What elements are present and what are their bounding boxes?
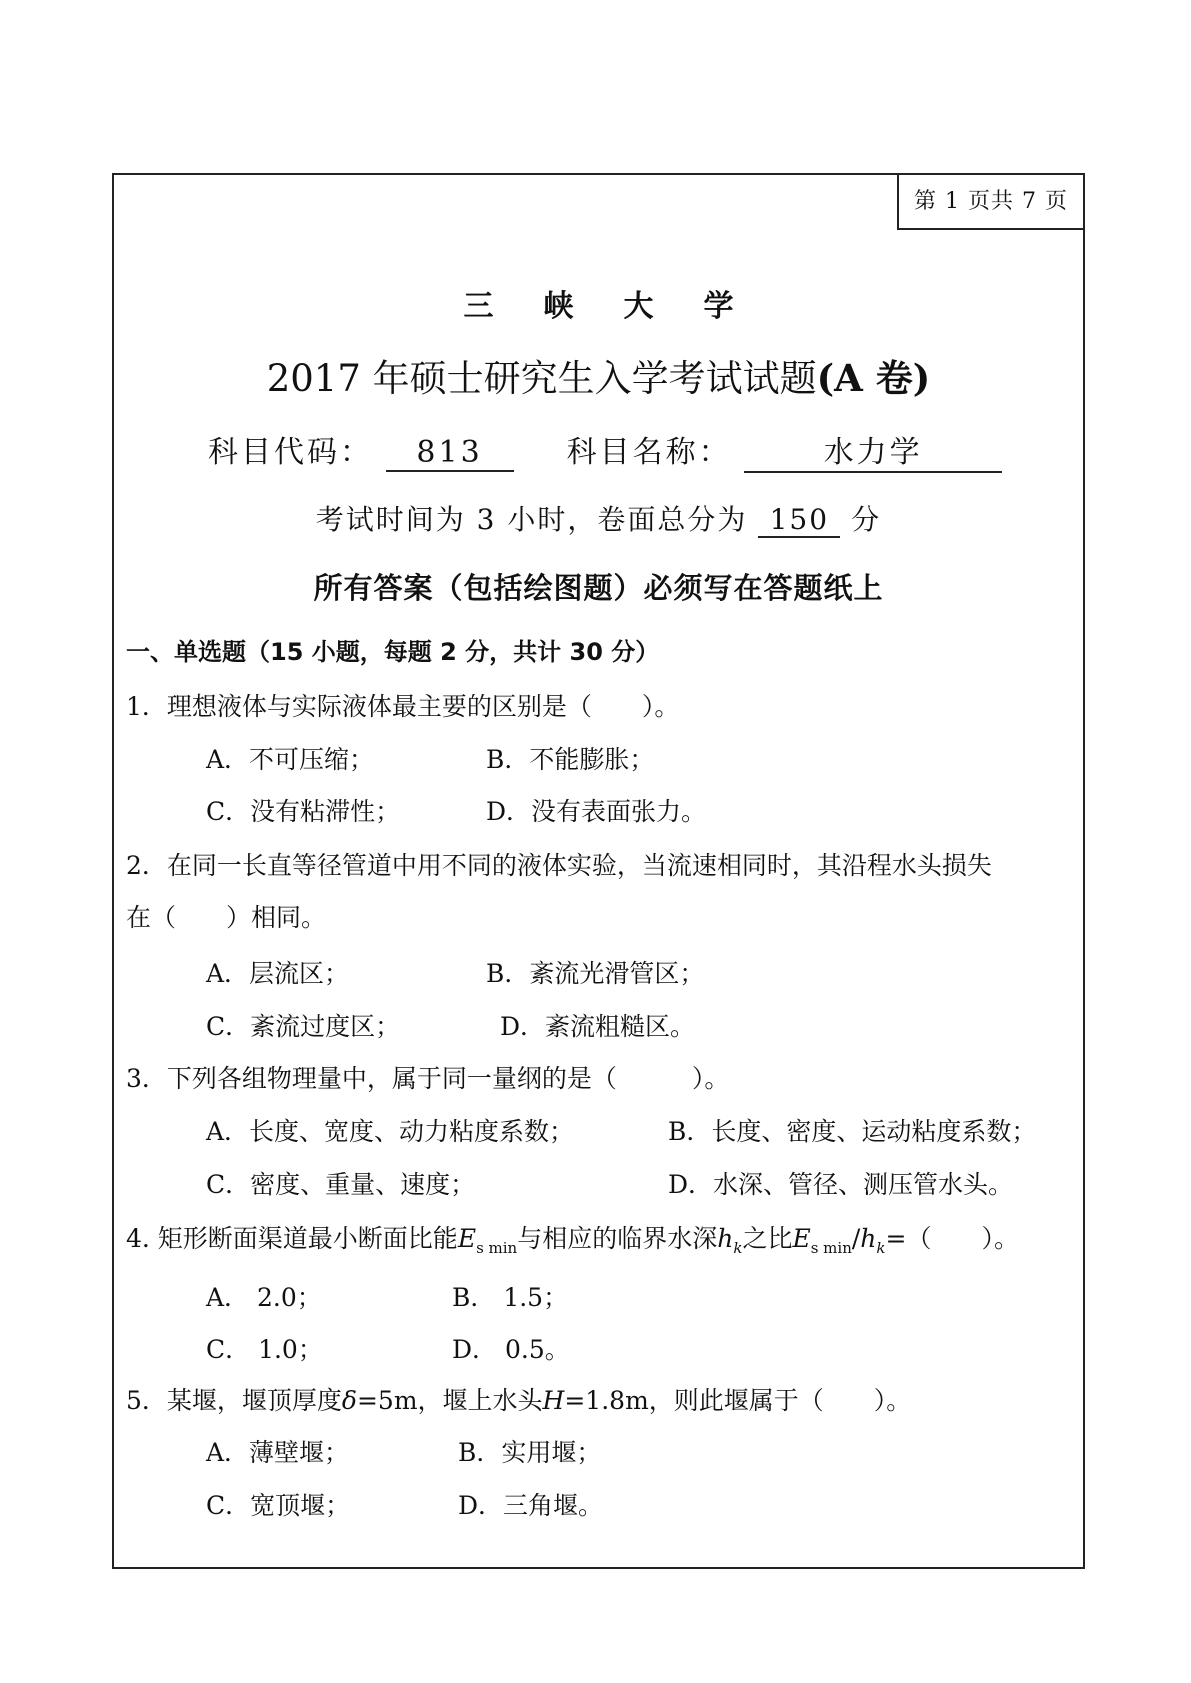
q4-text-c: 之比 [742, 1224, 793, 1253]
exam-title [114, 348, 1083, 402]
q1-option-a: A．不可压缩； [206, 745, 375, 774]
q4-text-d: =（ ）。 [885, 1224, 1019, 1253]
duration-line [114, 498, 1083, 538]
q4-ratio-h: h [860, 1224, 877, 1253]
q3-option-d: D．水深、管径、测压管水头。 [668, 1170, 1014, 1199]
question-5 [126, 1381, 911, 1417]
q5-option-d: D．三角堰。 [458, 1491, 604, 1520]
duration-suffix: 分 [851, 503, 882, 536]
q4-ratio-slash: / [851, 1224, 861, 1253]
q3-option-a: A．长度、宽度、动力粘度系数； [206, 1117, 575, 1146]
q4-option-a: A． 2.0； [206, 1283, 322, 1312]
q4-ratio-subscript-smin: s min [810, 1239, 852, 1257]
q4-subscript-smin: s min [476, 1239, 518, 1257]
question-2-line2: 在（ ）相同。 [126, 903, 327, 932]
question-3: 3．下列各组物理量中，属于同一量纲的是（ ）。 [126, 1064, 730, 1093]
q3-option-c: C．密度、重量、速度； [206, 1170, 476, 1199]
section-title: 一、单选题（15 小题，每题 2 分，共计 30 分） [126, 638, 660, 666]
q5-text-a: 5．某堰，堰顶厚度 [126, 1386, 342, 1415]
subject-code: 813 [386, 435, 514, 472]
q4-symbol-h: h [717, 1224, 734, 1253]
paper-mark: (A 卷) [816, 356, 931, 400]
q1-option-d: D．没有表面张力。 [486, 797, 707, 826]
q4-subscript-k: k [733, 1239, 743, 1257]
q1-option-b: B．不能膨胀； [486, 745, 655, 774]
q2-option-d: D．紊流粗糙区。 [500, 1012, 696, 1041]
q4-symbol-e: E [457, 1224, 477, 1253]
q4-option-d: D． 0.5。 [452, 1335, 570, 1364]
q4-text-a: 4. 矩形断面渠道最小断面比能 [126, 1224, 458, 1253]
question-1: 1．理想液体与实际液体最主要的区别是（ ）。 [126, 692, 680, 721]
q2-option-c: C．紊流过度区； [206, 1012, 401, 1041]
duration-prefix: 考试时间为 3 小时，卷面总分为 [315, 503, 748, 536]
subject-line [208, 427, 1002, 473]
q5-text-b: =5m，堰上水头 [356, 1386, 543, 1415]
page-indicator: 第 1 页共 7 页 [897, 173, 1085, 230]
question-4 [126, 1219, 1019, 1257]
answer-notice: 所有答案（包括绘图题）必须写在答题纸上 [313, 571, 884, 605]
q1-option-c: C．没有粘滞性； [206, 797, 401, 826]
q5-symbol-delta: δ [341, 1386, 357, 1415]
exam-title-text: 2017 年硕士研究生入学考试试题 [266, 357, 817, 400]
q2-option-b: B．紊流光滑管区； [486, 959, 705, 988]
university-name: 三峡大学 [463, 289, 784, 324]
question-2-line1: 2．在同一长直等径管道中用不同的液体实验，当流速相同时，其沿程水头损失 [126, 851, 992, 880]
exam-frame [112, 173, 1085, 1569]
q5-option-c: C．宽顶堰； [206, 1491, 351, 1520]
subject-code-label: 科目代码： [208, 435, 373, 470]
subject-name: 水力学 [744, 427, 1002, 473]
q5-option-a: A．薄壁堰； [206, 1438, 350, 1467]
total-score: 150 [758, 503, 840, 538]
q4-option-c: C． 1.0； [206, 1335, 323, 1364]
q4-text-b: 与相应的临界水深 [517, 1224, 718, 1253]
q2-option-a: A．层流区； [206, 959, 350, 988]
q5-text-c: =1.8m，则此堰属于（ ）。 [564, 1386, 912, 1415]
q4-option-b: B． 1.5； [452, 1283, 569, 1312]
q4-ratio-e: E [792, 1224, 811, 1253]
q3-option-b: B．长度、密度、运动粘度系数； [668, 1117, 1037, 1146]
q5-symbol-h: H [542, 1386, 565, 1415]
q4-ratio-subscript-k: k [876, 1239, 886, 1257]
q5-option-b: B．实用堰； [458, 1438, 602, 1467]
subject-name-label: 科目名称： [566, 435, 732, 470]
